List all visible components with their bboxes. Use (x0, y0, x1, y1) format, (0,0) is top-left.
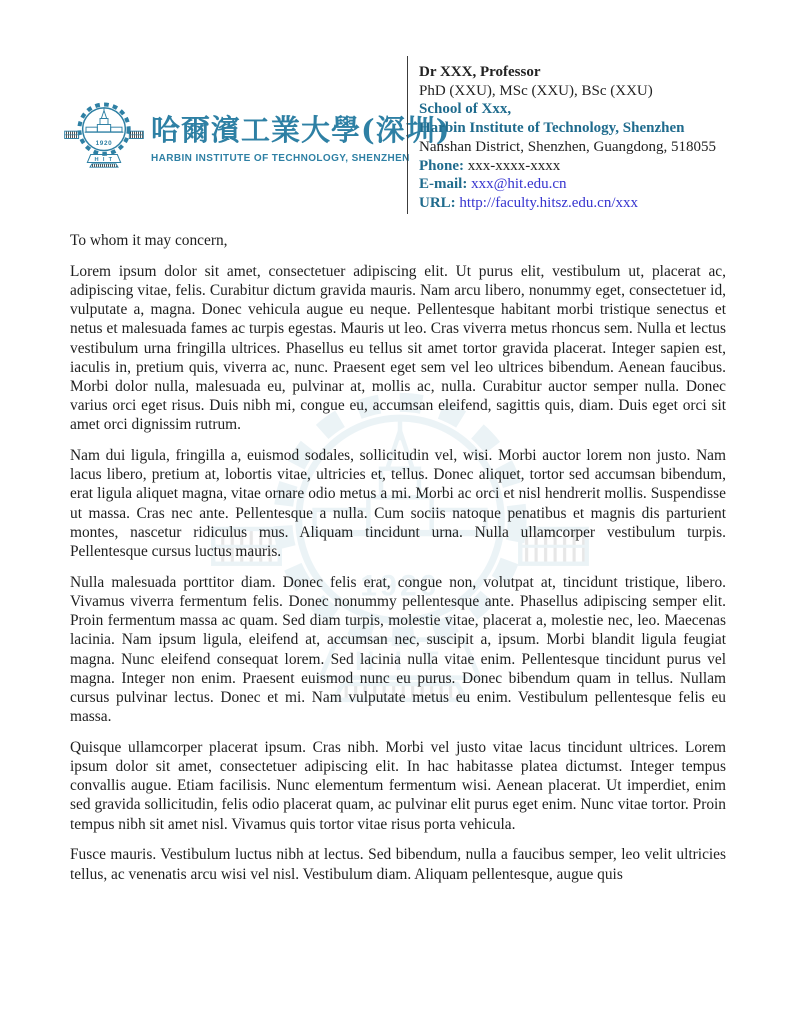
header-divider (407, 56, 408, 214)
paragraph-1: Lorem ipsum dolor sit amet, consectetuer adipiscing elit. Ut purus elit, vestibulum ut, placerat ac, adipiscing vitae, felis. Curabitur dictum gravida mauris. Nam arcu libero, nonummy eget, consectetuer id, vulputate a, magna. Donec vehicula augue eu neque. Pellentesque habitant morbi tristique senectus et netus et malesuada fames ac turpis egestas. Mauris ut leo. Cras viverra metus rhoncus sem. Nulla et lectus vestibulum urna fringilla ultrices. Phasellus eu tellus sit amet tortor gravida placerat. Integer sapien est, iaculis in, pretium quis, viverra ac, nunc. Praesent eget sem vel leo ultrices bibendum. Aenean faucibus. Morbi dolor nulla, malesuada eu, pulvinar at, mollis ac, nulla. Curabitur auctor semper nulla. Donec varius orci eget risus. Duis nibh mi, congue eu, accumsan eleifend, sagittis quis, diam. Duis eget orci sit amet orci dignissim rutrum. (70, 262, 726, 434)
salutation: To whom it may concern, (70, 232, 228, 249)
letter-body (70, 231, 726, 895)
url-line (419, 194, 716, 213)
email-link[interactable]: xxx@hit.edu.cn (471, 176, 567, 193)
paragraph-3: Nulla malesuada porttitor diam. Donec felis erat, congue non, volutpat at, tincidunt tristique, libero. Vivamus viverra fermentum felis. Donec nonummy pellentesque ante. Phasellus adipiscing semper elit. Proin fermentum massa ac quam. Sed diam turpis, molestie vitae, placerat a, molestie nec, leo. Maecenas lacinia. Nam ipsum ligula, eleifend at, accumsan nec, suscipit a, ipsum. Morbi blandit ligula feugiat magna. Nunc eleifend consequat lorem. Sed lacinia nulla vitae enim. Pellentesque tincidunt purus vel magna. Integer non enim. Praesent euismod nunc eu purus. Donec bibendum quam in tellus. Nullam cursus pulvinar lectus. Donec et mi. Nam vulputate metus eu enim. Vestibulum pellentesque felis eu massa. (70, 573, 726, 726)
address-line: Nanshan District, Shenzhen, Guangdong, 518055 (419, 138, 717, 155)
degrees-line: PhD (XXU), MSc (XXU), BSc (XXU) (419, 82, 653, 99)
professor-name: Dr XXX, Professor (419, 64, 541, 80)
hit-emblem-icon (64, 99, 144, 176)
email-line (419, 175, 716, 194)
university-line: Harbin Institute of Technology, Shenzhen (419, 120, 685, 137)
url-link[interactable]: http://faculty.hitsz.edu.cn/xxx (459, 194, 638, 211)
school-line: School of Xxx, (419, 101, 512, 118)
university-wordmark (151, 112, 450, 164)
university-name-chinese: 哈爾濱工業大學(深圳) (151, 112, 451, 147)
paragraph-2: Nam dui ligula, fringilla a, euismod sodales, sollicitudin vel, wisi. Morbi auctor lorem non justo. Nam lacus libero, pretium at, lobortis vitae, ultricies et, tellus. Donec aliquet, tortor sed accumsan bibendum, erat ligula aliquet magna, vitae ornare odio metus a mi. Morbi ac orci et nisl hendrerit mollis. Suspendisse ut massa. Cras nec ante. Pellentesque a nulla. Cum sociis natoque penatibus et magnis dis parturient montes, nascetur ridiculus mus. Aliquam tincidunt urna. Nulla ullamcorper vestibulum turpis. Pellentesque cursus luctus mauris. (70, 447, 726, 561)
university-name-english: HARBIN INSTITUTE OF TECHNOLOGY, SHENZHEN (151, 152, 410, 164)
email-label: E-mail: (419, 176, 468, 193)
paragraph-4: Quisque ullamcorper placerat ipsum. Cras nibh. Morbi vel justo vitae lacus tincidunt ultrices. Lorem ipsum dolor sit amet, consectetuer adipiscing elit. In hac habitasse platea dictumst. Integer tempus convallis augue. Etiam facilisis. Nunc elementum fermentum wisi. Aenean placerat. Ut imperdiet, enim sed gravida sollicitudin, felis odio placerat quam, ac pulvinar elit purus eget enim. Nunc vitae tortor. Proin tempus nibh sit amet nisl. Vivamus quis tortor vitae risus porta vehicula. (70, 738, 726, 833)
university-logo (64, 99, 450, 176)
contact-block (419, 63, 716, 213)
paragraph-5: Fusce mauris. Vestibulum luctus nibh at lectus. Sed bibendum, nulla a faucibus semper, leo velit ultricies tellus, ac venenatis arcu wisi vel nisl. Vestibulum diam. Aliquam pellentesque, augue quis (70, 846, 726, 883)
phone-label: Phone: (419, 157, 464, 174)
phone-value: xxx-xxxx-xxxx (467, 157, 561, 174)
url-label: URL: (419, 194, 456, 211)
phone-line (419, 157, 716, 176)
